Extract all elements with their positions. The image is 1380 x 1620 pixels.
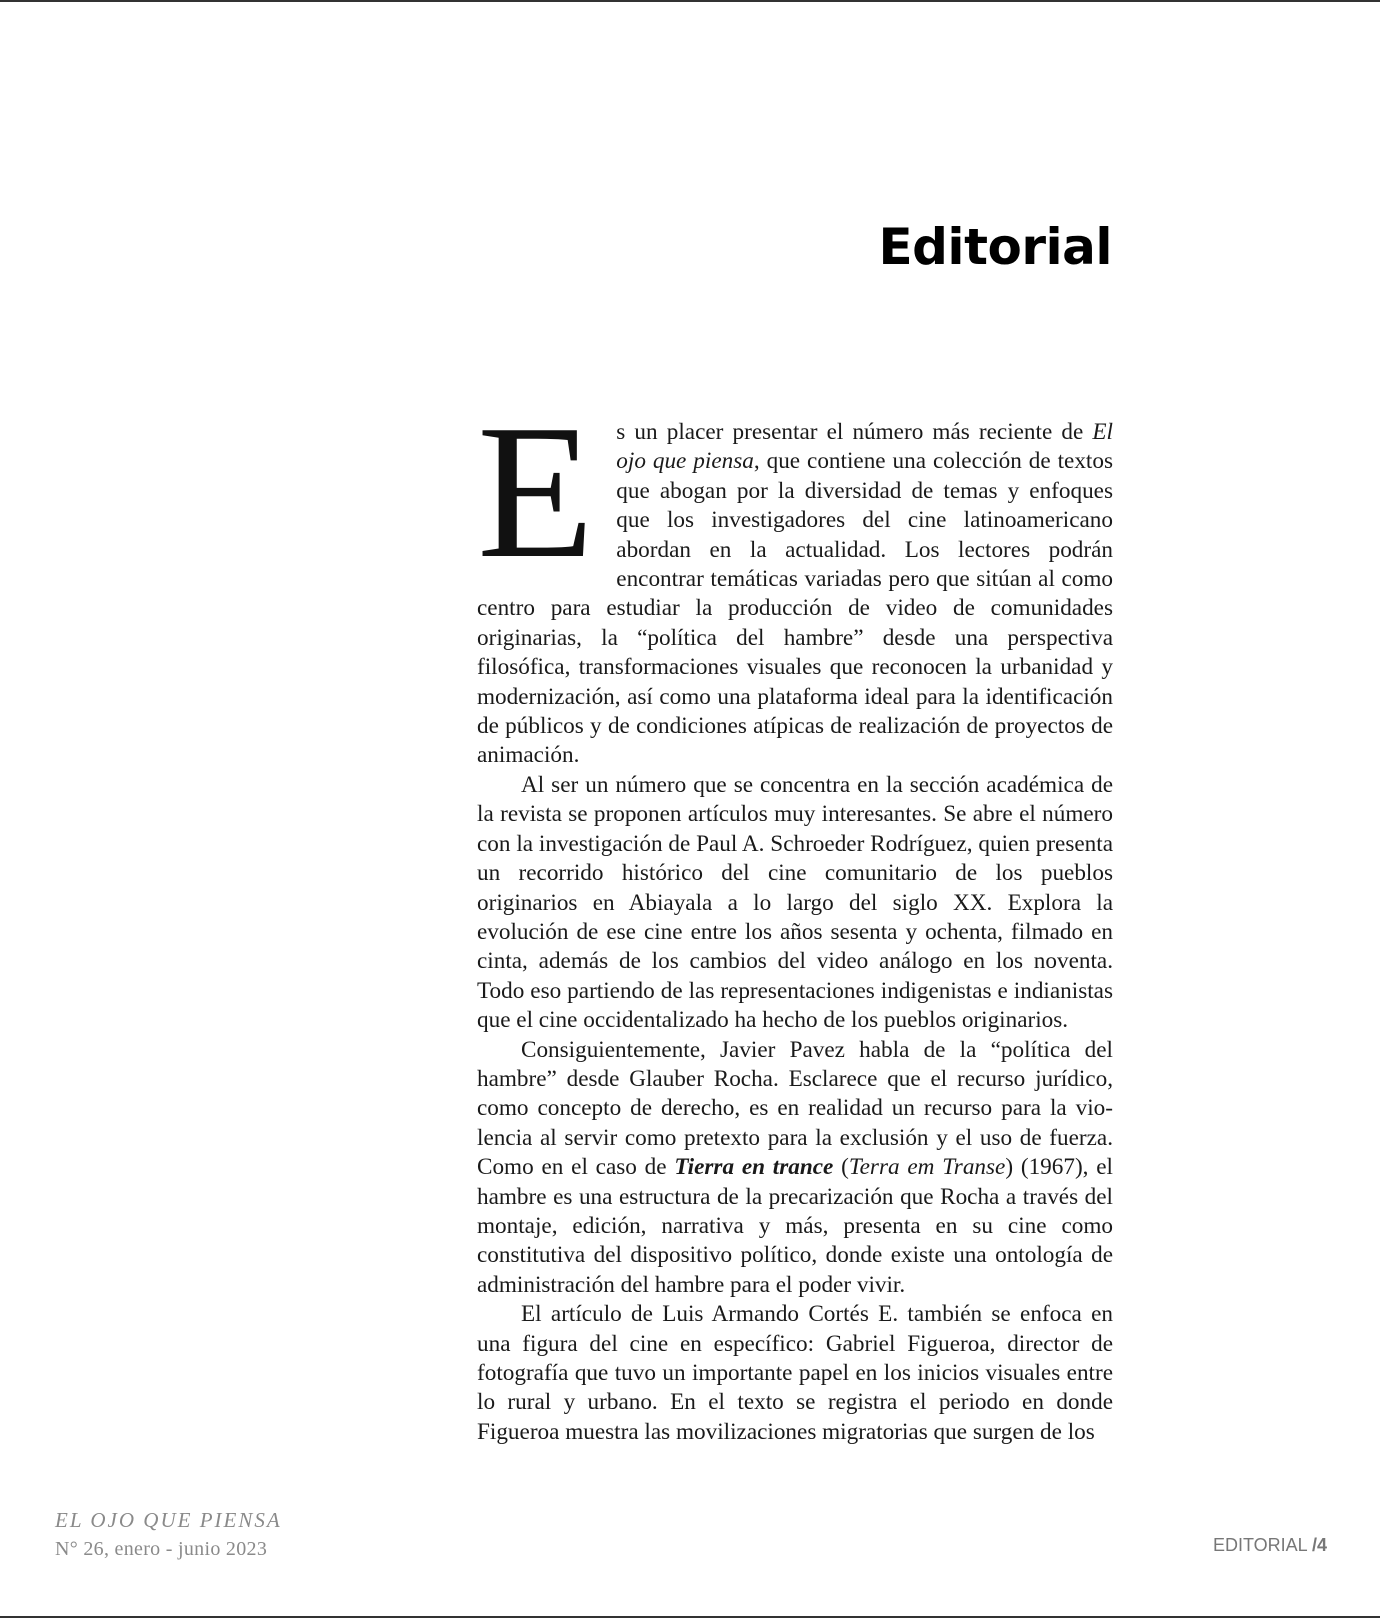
- top-rule: [0, 0, 1380, 2]
- folio-section: EDITORIAL: [1212, 1535, 1307, 1555]
- paren-open: (: [833, 1154, 849, 1181]
- paragraph-3-text-a: Consiguientemente, Javier Pavez habla de la “política del hambre” desde Glauber Rocha. Esclarece que el recurso jurídico, como concepto de derecho, es en realidad un recurso para la violencia al servir como pretexto para la exclusión y el uso de fuerza. Como en el caso de: [477, 1036, 1113, 1181]
- paragraph-3: [477, 1036, 1113, 1301]
- page-folio: [1213, 1535, 1327, 1556]
- bottom-rule: [0, 1616, 1380, 1618]
- paragraph-1-text-a: s un placer presentar el número más reciente de: [616, 419, 1093, 445]
- paragraph-3-text-b: ) (1967), el hambre es una estructura de la precarización que Rocha a través del montaje, edición, narrativa y más, presenta en su cine como constitutiva del dispositivo político, donde existe una ontología de administración del hambre para el poder vivir.: [477, 1154, 1113, 1298]
- drop-cap: E: [477, 385, 595, 598]
- paragraph-2: Al ser un número que se concentra en la sección académica de la revista se proponen artículos muy interesantes. Se abre el número con la investigación de Paul A. Schroeder Rodríguez, quien presenta un recorrido histórico del cine comunitario de los pueblos originarios en Abiayala a lo largo del siglo XX. Explora la evolución de ese cine entre los años sesenta y ochenta, filmado en cinta, además de los cambios del video análogo en los noventa. Todo eso partiendo de las representaciones indigenistas e indianistas que el cine occidentalizado ha hecho de los pueblos originarios.: [477, 771, 1113, 1034]
- paragraph-1-text-b: , que contiene una colección de textos que abogan por la diversidad de temas y enfoques que los investigadores del cine latinoamericano abordan en la actualidad. Los lectores podrán encontrar temáticas variadas pero que sitúan al como centro para estudiar la producción de video de comunidades originarias, la “política del hambre” desde una perspectiva filosófica, transformaciones visuales que reconocen la urbanidad y modernización, así como una plataforma ideal para la identificación de públicos y de condiciones atípicas de realización de proyectos de animación.: [477, 448, 1113, 769]
- page-title: Editorial: [878, 218, 1112, 276]
- footer-issue: N° 26, enero - junio 2023: [55, 1538, 268, 1560]
- film-original-title: Terra em Transe: [848, 1154, 1006, 1181]
- folio-page-number: /4: [1311, 1535, 1327, 1555]
- paragraph-1: [477, 385, 1113, 771]
- article-body: [477, 385, 1113, 1447]
- film-title: Tierra en trance: [674, 1154, 834, 1181]
- paragraph-4: El artículo de Luis Armando Cortés E. también se enfoca en una figura del cine en específico: Gabriel Figueroa, director de fotografía que tuvo un importante papel en los inicios visuales entre lo rural y urbano. En el texto se registra el periodo en donde Figueroa muestra las movilizaciones migratorias que surgen de los: [477, 1301, 1113, 1445]
- journal-title-italic: El ojo que piensa: [616, 419, 1113, 475]
- footer-journal-name: EL OJO QUE PIENSA: [55, 1508, 282, 1532]
